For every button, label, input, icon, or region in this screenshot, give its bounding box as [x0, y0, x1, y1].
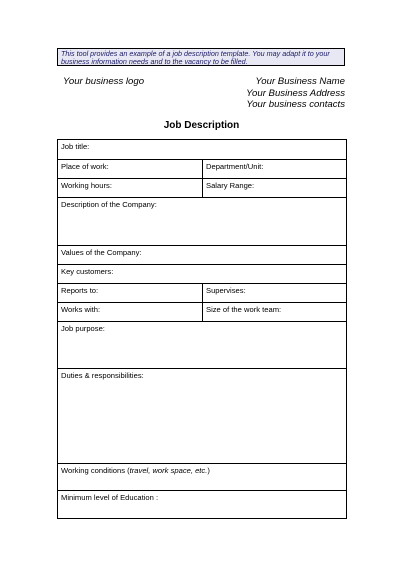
business-name: Your Business Name	[255, 76, 345, 87]
business-address: Your Business Address	[246, 87, 345, 99]
supervises-field[interactable]: Supervises:	[206, 286, 246, 295]
job-description-form	[57, 139, 347, 519]
form-row-works-with-team	[58, 303, 346, 322]
salary-range-field[interactable]: Salary Range:	[206, 181, 255, 190]
form-row-hours-salary	[58, 179, 346, 198]
company-values-field[interactable]: Values of the Company:	[61, 248, 142, 257]
working-conditions-field[interactable]	[58, 464, 346, 490]
working-hours-field[interactable]: Working hours:	[58, 179, 203, 197]
works-with-field[interactable]: Works with:	[58, 303, 203, 321]
job-purpose-field[interactable]: Job purpose:	[61, 324, 105, 333]
document-title: Job Description	[163, 120, 240, 131]
form-row-job-purpose	[58, 322, 346, 369]
working-conditions-close: )	[207, 466, 210, 475]
form-row-company-description	[58, 198, 346, 246]
form-row-duties	[58, 369, 346, 464]
job-title-field[interactable]: Job title:	[61, 142, 90, 151]
business-logo-placeholder: Your business logo	[63, 76, 145, 87]
department-field[interactable]: Department/Unit:	[206, 162, 264, 171]
business-contacts: Your business contacts	[246, 99, 345, 110]
form-row-reports-supervises	[58, 284, 346, 303]
business-info	[246, 76, 345, 111]
reports-to-field[interactable]: Reports to:	[58, 284, 203, 302]
working-conditions-examples: travel, work space, etc.	[129, 466, 208, 475]
place-of-work-field[interactable]: Place of work:	[58, 160, 203, 178]
form-row-place-department	[58, 160, 346, 179]
form-row-company-values	[58, 246, 346, 265]
form-row-job-title	[58, 140, 346, 160]
company-description-field[interactable]: Description of the Company:	[61, 200, 157, 209]
key-customers-field[interactable]: Key customers:	[61, 267, 114, 276]
duties-field[interactable]: Duties & responsibilities:	[61, 371, 144, 380]
working-conditions-label: Working conditions (	[61, 466, 130, 475]
form-row-min-education	[58, 491, 346, 520]
min-education-field[interactable]: Minimum level of Education :	[61, 493, 159, 502]
form-row-key-customers	[58, 265, 346, 284]
team-size-field[interactable]: Size of the work team:	[206, 305, 282, 314]
template-notice: This tool provides an example of a job description template. You may adapt it to your business information needs and to the vacancy to be filled.	[57, 48, 345, 66]
form-row-working-conditions	[58, 464, 346, 491]
